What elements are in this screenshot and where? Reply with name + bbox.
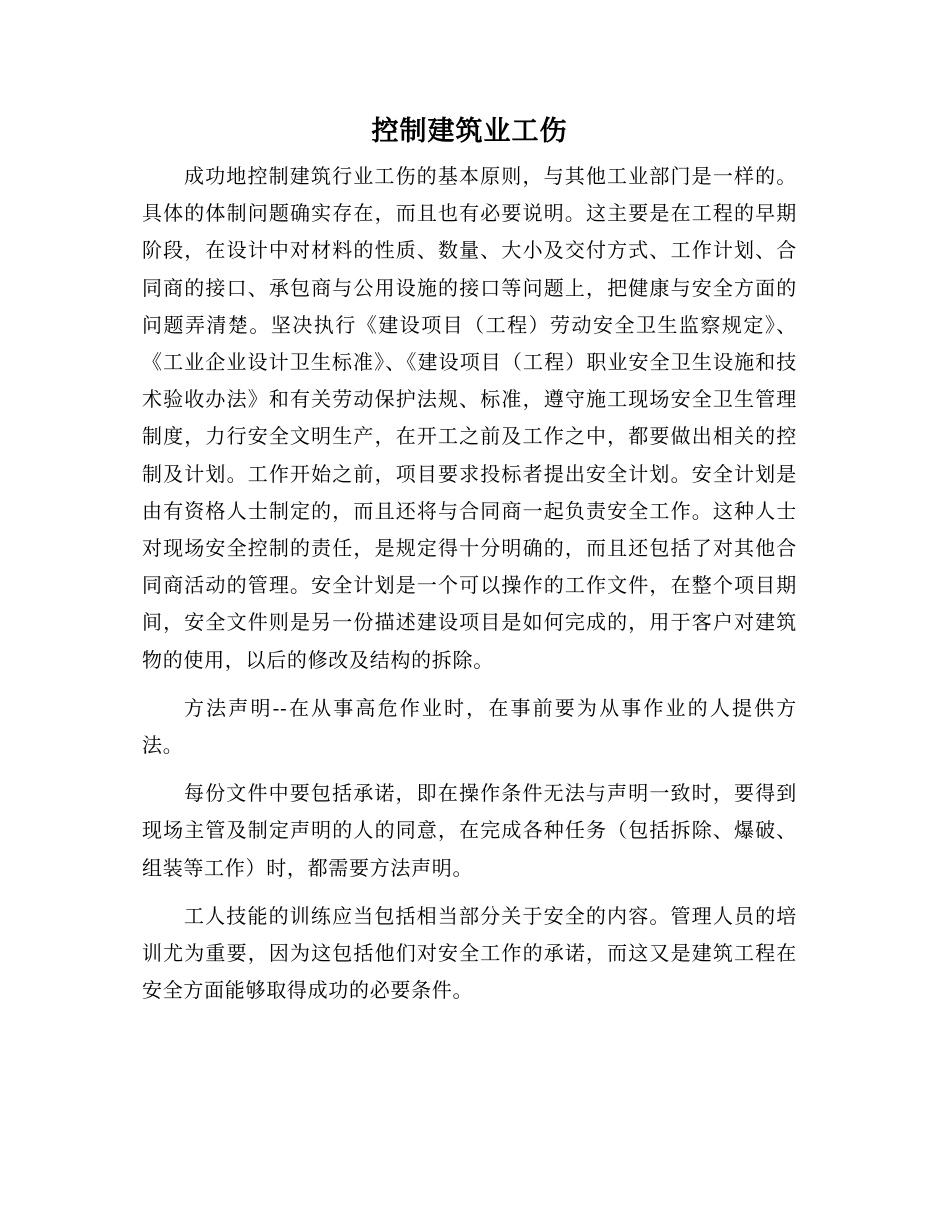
document-title: 控制建筑业工伤	[371, 116, 568, 147]
paragraph-method-statement: 方法声明--在从事高危作业时，在事前要为从事作业的人提供方法。	[142, 695, 797, 758]
paragraph-commitment: 每份文件中要包括承诺，即在操作条件无法与声明一致时，要得到现场主管及制定声明的人的同意，在完成各种任务（包括拆除、爆破、组装等工作）时，都需要方法声明。	[142, 781, 797, 880]
paragraph-worker-training: 工人技能的训练应当包括相当部分关于安全的内容。管理人员的培训尤为重要，因为这包括他们对安全工作的承诺，而这又是建筑工程在安全方面能够取得成功的必要条件。	[142, 903, 797, 1003]
document-page	[142, 108, 797, 1020]
paragraph-construction-injury-control: 成功地控制建筑行业工伤的基本原则，与其他工业部门是一样的。具体的体制问题确实存在，而且也有必要说明。这主要是在工程的早期阶段，在设计中对材料的性质、数量、大小及交付方式、工作计划、合同商的接口、承包商与公用设施的接口等问题上，把健康与安全方面的问题弄清楚。坚决执行《建设项目（工程）劳动安全卫生监察规定》、《工业企业设计卫生标准》、《建设项目（工程）职业安全卫生设施和技术验收办法》和有关劳动保护法规、标准，遵守施工现场安全卫生管理制度，力行安全文明生产，在开工之前及工作之中，都要做出相关的控制及计划。工作开始之前，项目要求投标者提出安全计划。安全计划是由有资格人士制定的，而且还将与合同商一起负责安全工作。这种人士对现场安全控制的责任，是规定得十分明确的，而且还包括了对其他合同商活动的管理。安全计划是一个可以操作的工作文件，在整个项目期间，安全文件则是另一份描述建设项目是如何完成的，用于客户对建筑物的使用，以后的修改及结构的拆除。	[142, 164, 797, 672]
